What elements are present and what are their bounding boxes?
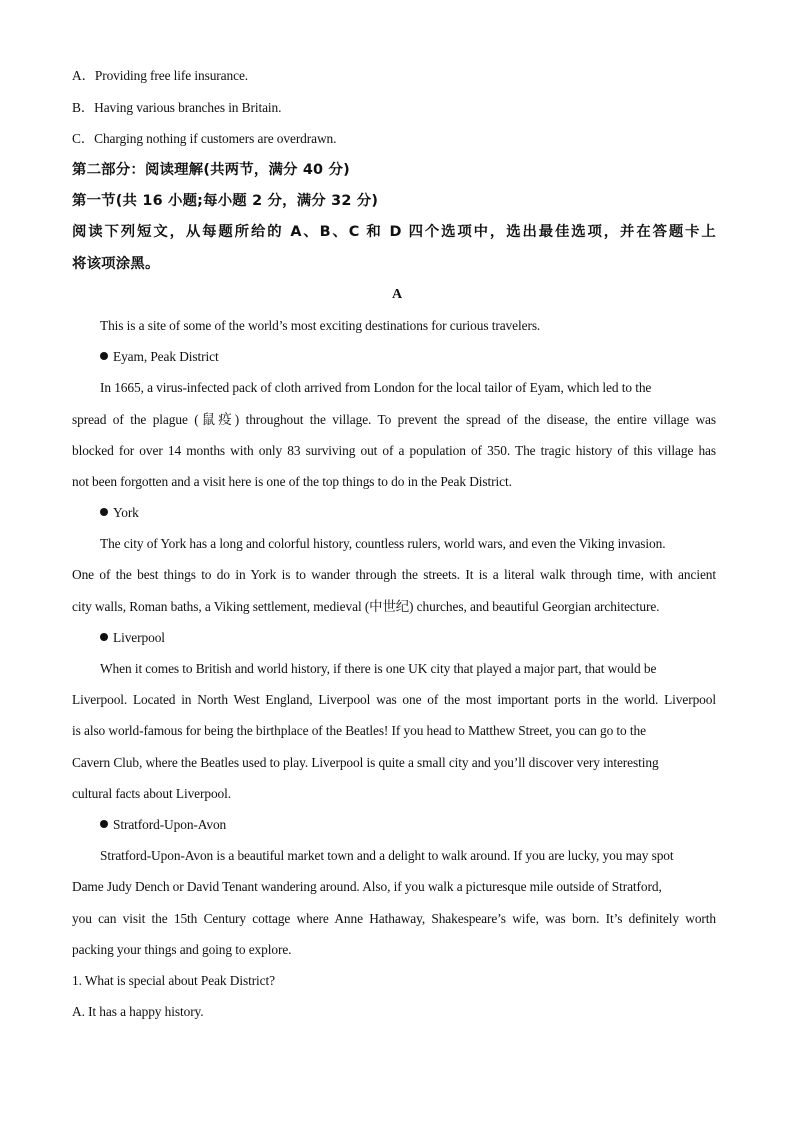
question-1: 1. What is special about Peak District? — [72, 973, 275, 988]
bullet-icon — [100, 352, 108, 360]
place-heading-eyam: Eyam, Peak District — [100, 348, 716, 366]
paragraph-line: Cavern Club, where the Beatles used to play. Liverpool is quite a small city and you’ll discover very interesting — [72, 755, 659, 770]
paragraph-line: cultural facts about Liverpool. — [72, 786, 232, 801]
paragraph-line: packing your things and going to explore. — [72, 942, 292, 957]
paragraph-line: The city of York has a long and colorful history, countless rulers, world wars, and even the Viking invasion. — [100, 536, 666, 551]
paragraph-line: Liverpool. Located in North West England, Liverpool was one of the most important ports in the world. Liverpool — [72, 692, 716, 707]
paragraph-line: not been forgotten and a visit here is one of the top things to do in the Peak District. — [72, 474, 512, 489]
paragraph-line: spread of the plague (鼠疫) throughout the village. To prevent the spread of the disease, the entire village was — [72, 412, 716, 427]
prev-option-a: A．Providing free life insurance. — [72, 68, 249, 83]
part-title: 第二部分：阅读理解(共两节，满分 40 分) — [72, 162, 350, 178]
bullet-icon — [100, 508, 108, 516]
prev-option-c: C．Charging nothing if customers are overdrawn. — [72, 131, 337, 146]
paragraph-line: city walls, Roman baths, a Viking settlement, medieval (中世纪) churches, and beautiful Georgian architecture. — [72, 599, 660, 614]
prev-option-b: B．Having various branches in Britain. — [72, 100, 282, 115]
passage-label: A — [391, 287, 402, 302]
place-heading-stratford: Stratford-Upon-Avon — [100, 816, 716, 834]
bullet-icon — [100, 633, 108, 641]
paragraph-line: is also world-famous for being the birthplace of the Beatles! If you head to Matthew Street, you can go to the — [72, 723, 646, 738]
paragraph-line: When it comes to British and world history, if there is one UK city that played a major part, that would be — [100, 661, 657, 676]
paragraph-line: In 1665, a virus-infected pack of cloth arrived from London for the local tailor of Eyam, which led to the — [100, 380, 652, 395]
place-heading-liverpool: Liverpool — [100, 629, 716, 647]
place-heading-york: York — [100, 504, 716, 522]
paragraph-line: blocked for over 14 months with only 83 surviving out of a population of 350. The tragic history of this village has — [72, 443, 716, 458]
paragraph-line: Dame Judy Dench or David Tenant wandering around. Also, if you walk a picturesque mile outside of Stratford, — [72, 879, 662, 894]
paragraph-line: One of the best things to do in York is to wander through the streets. It is a literal walk through time, with ancient — [72, 567, 716, 582]
paragraph-line: Stratford-Upon-Avon is a beautiful market town and a delight to walk around. If you are lucky, you may spot — [100, 848, 674, 863]
bullet-icon — [100, 820, 108, 828]
question-1-option-a: A. It has a happy history. — [72, 1004, 204, 1019]
instruction-line-2: 将该项涂黑。 — [72, 256, 160, 272]
instruction-line-1: 阅读下列短文，从每题所给的 A、B、C 和 D 四个选项中，选出最佳选项，并在答题卡上 — [72, 224, 716, 240]
passage-intro: This is a site of some of the world’s most exciting destinations for curious travelers. — [100, 318, 541, 333]
paragraph-line: you can visit the 15th Century cottage where Anne Hathaway, Shakespeare’s wife, was born. It’s definitely worth — [72, 911, 716, 926]
section-title: 第一节(共 16 小题;每小题 2 分，满分 32 分) — [72, 193, 379, 209]
